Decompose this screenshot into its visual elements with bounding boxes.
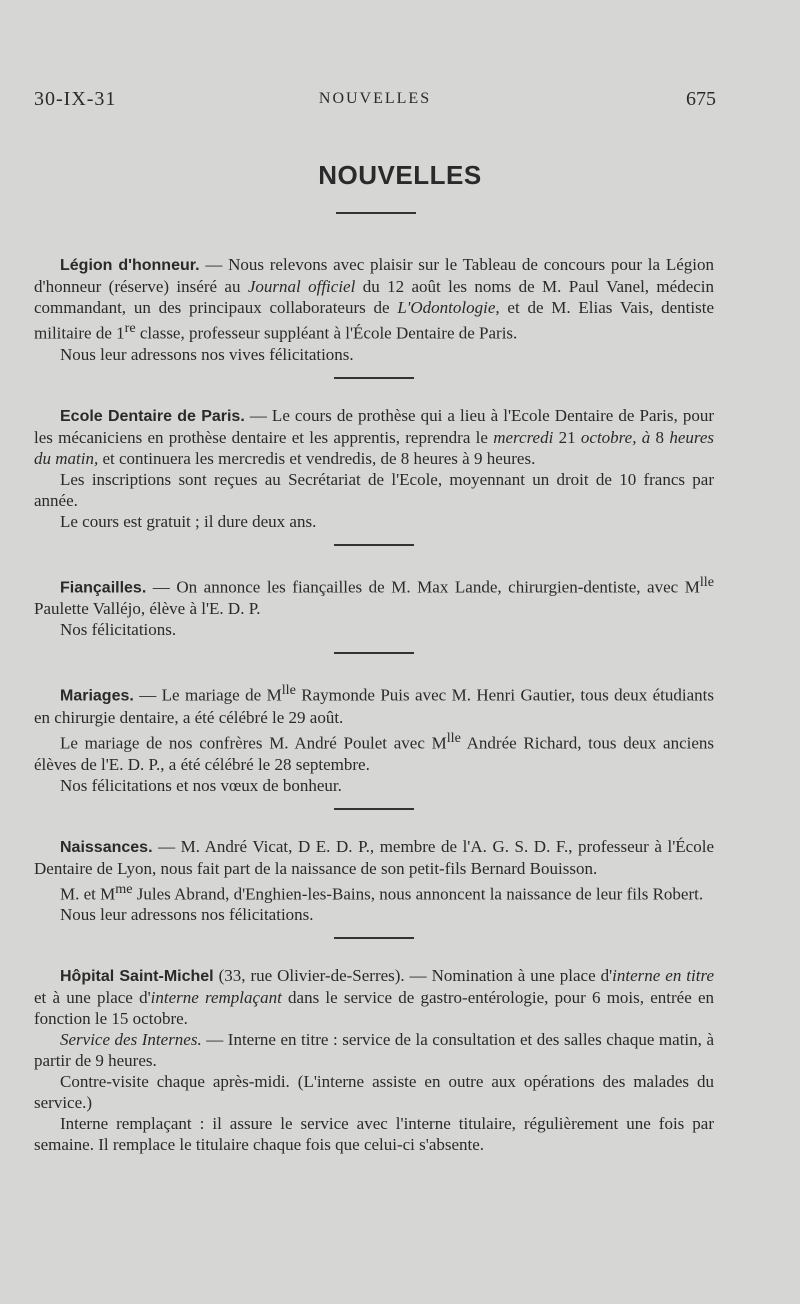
paragraph: Contre-visite chaque après-midi. (L'interne assiste en outre aux opérations des malades du service.) bbox=[34, 1072, 714, 1113]
page-title: NOUVELLES bbox=[318, 160, 482, 190]
item-heading: Légion d'honneur. bbox=[60, 257, 200, 274]
paragraph: Nous leur adressons nos félicitations. bbox=[60, 905, 314, 925]
paragraph: Mariages. — Le mariage de $M^{lle}$ Raymonde Puis avec M. Henri Gautier, tous deux étudiants en chirurgie dentaire, a été célébré le 29 août. bbox=[34, 682, 714, 727]
issue-date: 30-IX-31 bbox=[34, 88, 117, 110]
paragraph: Légion d'honneur. — Nous relevons avec plaisir sur le Tableau de concours pour la Légion d'honneur (réserve) inséré au Journal officiel du 12 août les noms de M. Paul Vanel, médecin commandant, un des principaux collaborateurs de L'Odontologie, et de M. Elias Vais, dentiste militaire de 1re classe, professeur suppléant à l'École Dentaire de Paris. bbox=[34, 255, 715, 343]
title-divider bbox=[336, 212, 416, 214]
paragraph: Interne remplaçant : il assure le service avec l'interne titulaire, régulièrement une fois par semaine. Il remplace le titulaire chaque fois que celui-ci s'absente. bbox=[34, 1114, 714, 1155]
news-item-fiancailles bbox=[34, 572, 714, 641]
paragraph: Le mariage de nos confrères M. André Poulet avec $M^{lle}$ Andrée Richard, tous deux anciens élèves de l'E. D. P., a été célébré le 28 septembre. bbox=[34, 729, 714, 774]
item-heading: Fiançailles. bbox=[60, 579, 147, 597]
item-heading: Naissances. bbox=[60, 838, 153, 856]
section-divider bbox=[334, 544, 414, 546]
paragraph: Naissances. — M. André Vicat, D E. D. P., membre de l'A. G. S. D. F., professeur à l'École Dentaire de Lyon, nous fait part de la naissance de son petit-fils Bernard Bouisson. bbox=[34, 836, 714, 878]
paragraph: Nos félicitations et nos vœux de bonheur. bbox=[60, 775, 342, 795]
news-item-hopital-saint-michel bbox=[34, 965, 714, 1155]
section-divider bbox=[334, 377, 414, 379]
section-divider bbox=[334, 808, 414, 810]
paragraph: Les inscriptions sont reçues au Secrétariat de l'Ecole, moyennant un droit de 10 francs par année. bbox=[34, 469, 714, 510]
item-heading: Hôpital Saint-Michel bbox=[60, 968, 214, 986]
section-divider bbox=[334, 937, 414, 939]
paragraph: Fiançailles. — On annonce les fiançailles de M. Max Lande, chirurgien-dentiste, avec $M^{lle}$ Paulette Valléjo, élève à l'E. D. P. bbox=[34, 573, 714, 619]
page-number: 675 bbox=[686, 88, 716, 110]
paragraph: Hôpital Saint-Michel (33, rue Olivier-de-Serres). — Nomination à une place d'interne en titre et à une place d'interne remplaçant dans le service de gastro-entérologie, pour 6 mois, entrée en fonction le 15 octobre. bbox=[34, 966, 715, 1029]
paragraph: Nos félicitations. bbox=[60, 620, 177, 640]
paragraph: M. et $M^{me}$ Jules Abrand, d'Enghien-les-Bains, nous annoncent la naissance de leur fils Robert. bbox=[60, 880, 704, 904]
paragraph: Nous leur adressons nos vives félicitations. bbox=[60, 344, 354, 364]
news-item-naissances bbox=[34, 836, 714, 926]
news-body bbox=[34, 254, 714, 1155]
paragraph: Service des Internes. — Interne en titre : service de la consultation et des salles chaque matin, à partir de 9 heures. bbox=[34, 1030, 714, 1071]
section-divider bbox=[334, 652, 414, 654]
paragraph: Le cours est gratuit ; il dure deux ans. bbox=[60, 511, 317, 531]
item-heading: Mariages. bbox=[60, 687, 134, 705]
running-head bbox=[34, 88, 716, 112]
paragraph: Ecole Dentaire de Paris. — Le cours de prothèse qui a lieu à l'Ecole Dentaire de Paris, pour les mécaniciens en prothèse dentaire et les apprentis, reprendra le mercredi 21 octobre, à 8 heures du matin, et continuera les mercredis et vendredis, de 8 heures à 9 heures. bbox=[34, 405, 715, 468]
item-heading: Ecole Dentaire de Paris. bbox=[60, 407, 245, 425]
news-item-legion-honneur bbox=[34, 254, 714, 365]
running-section-title: NOUVELLES bbox=[318, 90, 432, 107]
news-item-mariages bbox=[34, 680, 714, 795]
news-item-ecole-dentaire bbox=[34, 405, 714, 532]
